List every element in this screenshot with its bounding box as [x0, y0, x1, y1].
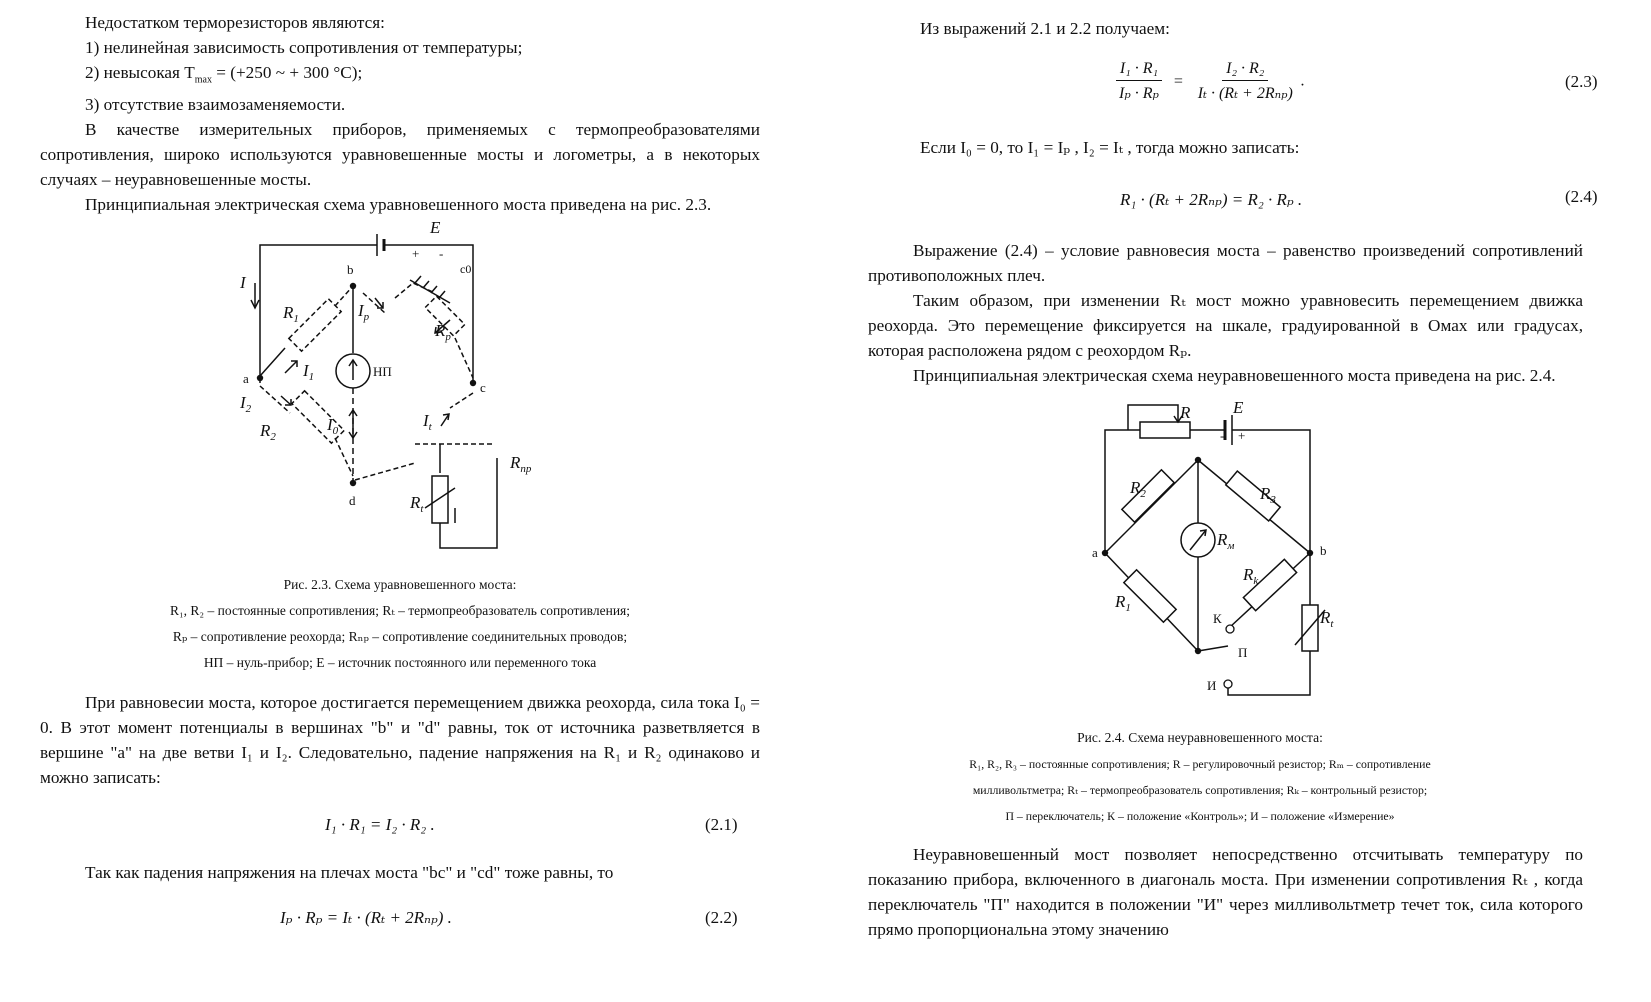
label-P: П	[1238, 645, 1248, 660]
svg-text:-: -	[1220, 428, 1225, 443]
label-E: E	[430, 218, 441, 237]
figure-2-3-balanced-bridge	[235, 208, 555, 558]
list-item: 1) нелинейная зависимость сопротивления от температуры;	[85, 38, 523, 57]
label-a: a	[1092, 545, 1098, 560]
caption-line: R₁, R₂ – постоянные сопротивления; Rₜ – термопреобразователь сопротивления;	[169, 603, 631, 618]
equation-number: (2.1)	[705, 815, 738, 834]
equation-2-1: I₁ · R₁ = I₂ · R₂ .	[325, 815, 435, 834]
disadvantages-list	[40, 10, 760, 217]
paragraph: Из выражений 2.1 и 2.2 получаем:	[920, 19, 1170, 38]
text-block	[868, 238, 1583, 388]
label-NP: НП	[373, 364, 392, 379]
label-Rt: $R_t$	[1320, 608, 1334, 630]
equation-2-4: R₁ · (Rₜ + 2Rₙₚ) = R₂ · Rₚ .	[1120, 190, 1303, 209]
label-K: К	[1213, 611, 1222, 626]
condition-line: Если I₀ = 0, то I₁ = Iₚ , I₂ = Iₜ , тогда можно записать:	[920, 138, 1300, 157]
paragraph: Выражение (2.4) – условие равновесия моста – равенство произведений сопротивлений противоположных плеч.	[868, 241, 1583, 285]
node-b-dot	[350, 283, 356, 289]
caption-line: П – переключатель; К – положение «Контроль»; И – положение «Измерение»	[1005, 809, 1395, 823]
label-I: И	[1207, 678, 1217, 693]
equation-number: (2.2)	[705, 908, 738, 927]
list-item: 2) невысокая $T_{max} = (+250$ ~ + 300 °C);	[85, 63, 363, 86]
equation-2-3: $\frac{\text{I₁ · R₁}}{\text{Iₚ · Rₚ}}$ = $\frac{\text{I₂ · R₂}}{\text{Iₜ · (Rₜ + 2Rₙₚ)}}$ .	[1115, 60, 1305, 103]
equation-number: (2.4)	[1565, 187, 1598, 206]
label-I0: $I_0$	[327, 415, 339, 437]
label-c: c	[480, 380, 486, 395]
label-Rp: $R_p$	[435, 321, 451, 343]
caption-title: Рис. 2.4. Схема неуравновешенного моста:	[1077, 730, 1323, 745]
paragraph: Принципиальная электрическая схема уравновешенного моста приведена на рис. 2.3.	[85, 195, 712, 215]
equation-number: (2.3)	[1565, 72, 1598, 91]
label-Rm: $R_м$	[1217, 530, 1235, 552]
figure-2-4-unbalanced-bridge	[1070, 395, 1334, 705]
label-c0: c0	[460, 262, 472, 276]
figure-2-4-caption	[890, 725, 1510, 829]
figure-2-3-caption	[40, 572, 760, 676]
label-b: b	[347, 262, 354, 277]
label-R1: $R_1$	[1115, 592, 1131, 614]
paragraph: Неуравновешенный мост позволяет непосредственно отсчитывать температуру по показанию прибора, включенного в диагональ моста. При изменении сопротивления Rₜ , когда переключатель "П" находится в положении "И" через милливольтметр течет ток, сила которого прямо пропорциональна этому значению	[868, 845, 1583, 939]
label-R2: $R_2$	[260, 421, 276, 443]
paragraph: Таким образом, при изменении Rₜ мост можно уравновесить перемещением движка реохорда. Это перемещение фиксируется на шкале, градуированной в Омах или градусах, которая расположена рядом с реохордом Rₚ.	[868, 291, 1583, 360]
node-d-dot	[350, 480, 356, 486]
label-I2: $I_2$	[240, 393, 252, 415]
label-I: I	[240, 273, 246, 292]
label-It: $I_t$	[423, 411, 432, 433]
node-c-dot	[470, 380, 476, 386]
label-E: E	[1233, 398, 1244, 417]
label-d: d	[349, 493, 356, 508]
node-a-dot	[257, 375, 263, 381]
label-R: R	[1180, 403, 1191, 422]
label-Rt: $R_t$	[410, 493, 424, 515]
label-Ip: $I_p$	[358, 301, 370, 323]
label-R3: $R_3$	[1260, 484, 1276, 506]
label-R1: $R_1$	[283, 303, 299, 325]
caption-line: НП – нуль-прибор; E – источник постоянного или переменного тока	[203, 655, 597, 670]
svg-text:+: +	[1238, 428, 1246, 443]
label-Rk: $R_k$	[1243, 565, 1259, 587]
paragraph: Так как падения напряжения на плечах моста "bc" и "cd" тоже равны, то	[85, 863, 614, 882]
equation-2-2: Iₚ · Rₚ = Iₜ · (Rₜ + 2Rₙₚ) .	[280, 908, 452, 927]
label-a: a	[243, 371, 249, 386]
label-Rnp: $R_{пр}$	[510, 453, 532, 475]
caption-line: милливольтметра; Rₜ – термопреобразователь сопротивления; Rₖ – контрольный резистор;	[972, 783, 1428, 797]
caption-title: Рис. 2.3. Схема уравновешенного моста:	[283, 577, 517, 592]
list-intro: Недостатком терморезисторов являются:	[85, 13, 385, 32]
caption-line: Rₚ – сопротивление реохорда; Rₙₚ – сопротивление соединительных проводов;	[172, 629, 628, 644]
paragraph: При равновесии моста, которое достигается перемещением движка реохорда, сила тока I₀ = 0. В этот момент потенциалы в вершинах "b" и "d" равны, ток от источника разветвляется в вершине "a" на две ветви I₁ и I₂. Следовательно, падение напряжения на R₁ и R₂ одинаково и можно записать:	[40, 693, 760, 787]
svg-text:-: -	[439, 246, 444, 261]
label-I1: $I_1$	[303, 361, 315, 383]
label-R2: $R_2$	[1130, 478, 1146, 500]
paragraph: В качестве измерительных приборов, применяемых с термопреобразователями сопротивления, широко используются уравновешенные мосты и логометры, а в некоторых случаях – неуравновешенные мосты.	[40, 120, 760, 190]
label-b: b	[1320, 543, 1327, 558]
svg-text:+: +	[412, 246, 420, 261]
list-item: 3) отсутствие взаимозаменяемости.	[85, 95, 346, 115]
paragraph: Принципиальная электрическая схема неуравновешенного моста приведена на рис. 2.4.	[913, 366, 1556, 385]
caption-line: R₁, R₂, R₃ – постоянные сопротивления; R – регулировочный резистор; Rₘ – сопротивление	[969, 757, 1431, 771]
